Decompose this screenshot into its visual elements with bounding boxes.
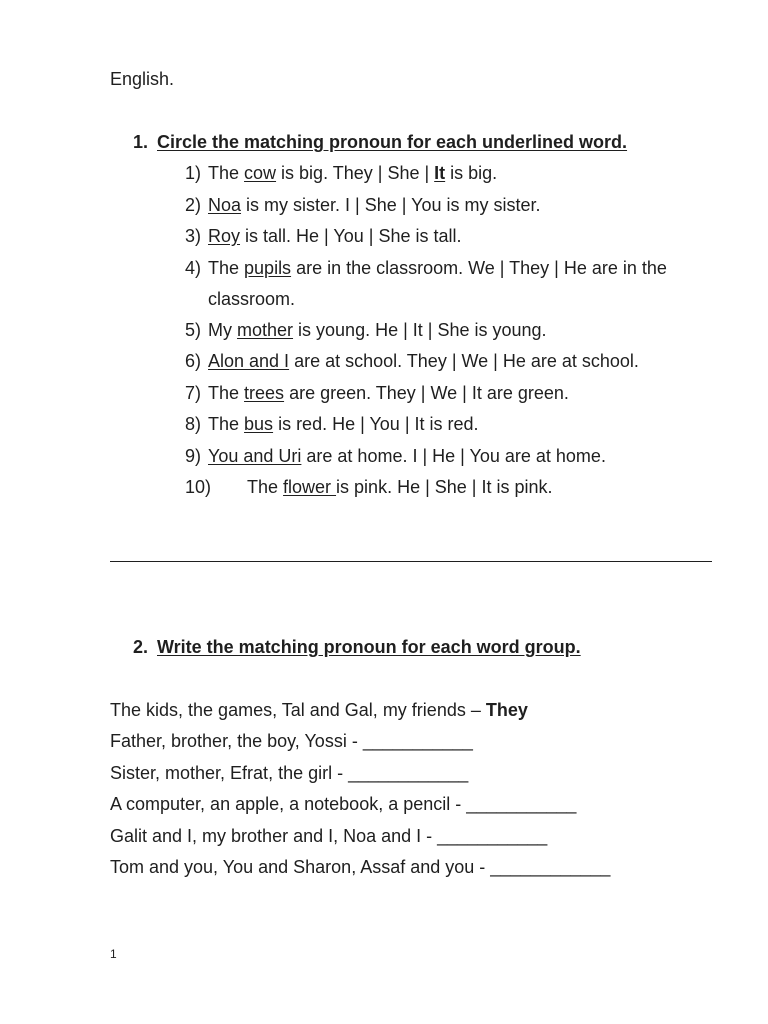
item-text-post: is big. bbox=[445, 163, 498, 183]
section-2-heading bbox=[133, 636, 581, 658]
underlined-word: cow bbox=[244, 163, 277, 183]
page-number: 1 bbox=[110, 947, 117, 961]
item-number: 5) bbox=[185, 320, 202, 340]
word-group-line: Tom and you, You and Sharon, Assaf and you - ____________ bbox=[110, 857, 611, 877]
word-group-line: A computer, an apple, a notebook, a pencil - ___________ bbox=[110, 794, 577, 814]
underlined-word: flower bbox=[283, 477, 337, 497]
underlined-word: mother bbox=[237, 320, 294, 340]
item-text-post: are at home. I | He | You are at home. bbox=[301, 446, 606, 466]
section-1-title: Circle the matching pronoun for each underlined word. bbox=[157, 132, 628, 152]
item-text-pre: The bbox=[208, 414, 245, 434]
word-group-line: Sister, mother, Efrat, the girl - ____________ bbox=[110, 763, 469, 783]
underlined-word: bus bbox=[244, 414, 274, 434]
item-text-post: is tall. He | You | She is tall. bbox=[240, 226, 462, 246]
section-2-title: Write the matching pronoun for each word group. bbox=[157, 637, 581, 657]
item-text-post: is red. He | You | It is red. bbox=[273, 414, 479, 434]
section-1-number: 1. bbox=[133, 132, 149, 152]
underlined-word: Alon and I bbox=[208, 351, 290, 371]
exercise-item bbox=[185, 162, 497, 184]
item-number: 10) bbox=[185, 477, 212, 497]
item-number: 3) bbox=[185, 226, 202, 246]
item-text-pre: My bbox=[208, 320, 237, 340]
item-text-post: are in the classroom. We | They | He are in the bbox=[291, 258, 667, 278]
item-text-pre: The bbox=[208, 258, 245, 278]
item-number: 9) bbox=[185, 446, 202, 466]
word-group-text: The kids, the games, Tal and Gal, my friends – bbox=[110, 700, 486, 720]
item-number: 6) bbox=[185, 351, 202, 371]
item-number: 7) bbox=[185, 383, 202, 403]
document-subject: English. bbox=[110, 69, 175, 89]
item-text-pre: The bbox=[208, 383, 245, 403]
item-text-pre: The bbox=[208, 163, 245, 183]
item-number: 2) bbox=[185, 195, 202, 215]
exercise-item bbox=[185, 350, 639, 372]
word-group-line bbox=[110, 699, 528, 721]
exercise-item bbox=[185, 257, 667, 279]
word-group-line: Galit and I, my brother and I, Noa and I - ___________ bbox=[110, 826, 548, 846]
item-text-post: is pink. He | She | It is pink. bbox=[336, 477, 553, 497]
section-1-heading bbox=[133, 131, 627, 153]
section-2-number: 2. bbox=[133, 637, 149, 657]
item-number: 4) bbox=[185, 258, 202, 278]
underlined-word: Roy bbox=[208, 226, 241, 246]
underlined-word: pupils bbox=[244, 258, 292, 278]
example-answer: They bbox=[485, 700, 528, 720]
item-continuation: classroom. bbox=[208, 289, 296, 309]
exercise-item bbox=[247, 476, 553, 498]
exercise-item bbox=[185, 225, 461, 247]
item-text-post: are at school. They | We | He are at school. bbox=[289, 351, 639, 371]
item-text-mid: is big. They | She | bbox=[276, 163, 435, 183]
exercise-item bbox=[185, 445, 606, 467]
exercise-item bbox=[185, 319, 547, 341]
word-group-line: Father, brother, the boy, Yossi - ___________ bbox=[110, 731, 473, 751]
underlined-word: trees bbox=[244, 383, 285, 403]
item-text-post: is young. He | It | She is young. bbox=[293, 320, 547, 340]
item-number: 1) bbox=[185, 163, 202, 183]
exercise-item bbox=[185, 194, 540, 216]
circled-answer: It bbox=[434, 163, 446, 183]
item-text-post: are green. They | We | It are green. bbox=[284, 383, 569, 403]
exercise-item bbox=[185, 413, 479, 435]
section-divider bbox=[110, 561, 712, 562]
item-text-post: is my sister. I | She | You is my sister. bbox=[241, 195, 541, 215]
underlined-word: Noa bbox=[208, 195, 242, 215]
exercise-item bbox=[185, 382, 569, 404]
item-text-pre: The bbox=[247, 477, 284, 497]
item-number: 8) bbox=[185, 414, 202, 434]
underlined-word: You and Uri bbox=[208, 446, 302, 466]
